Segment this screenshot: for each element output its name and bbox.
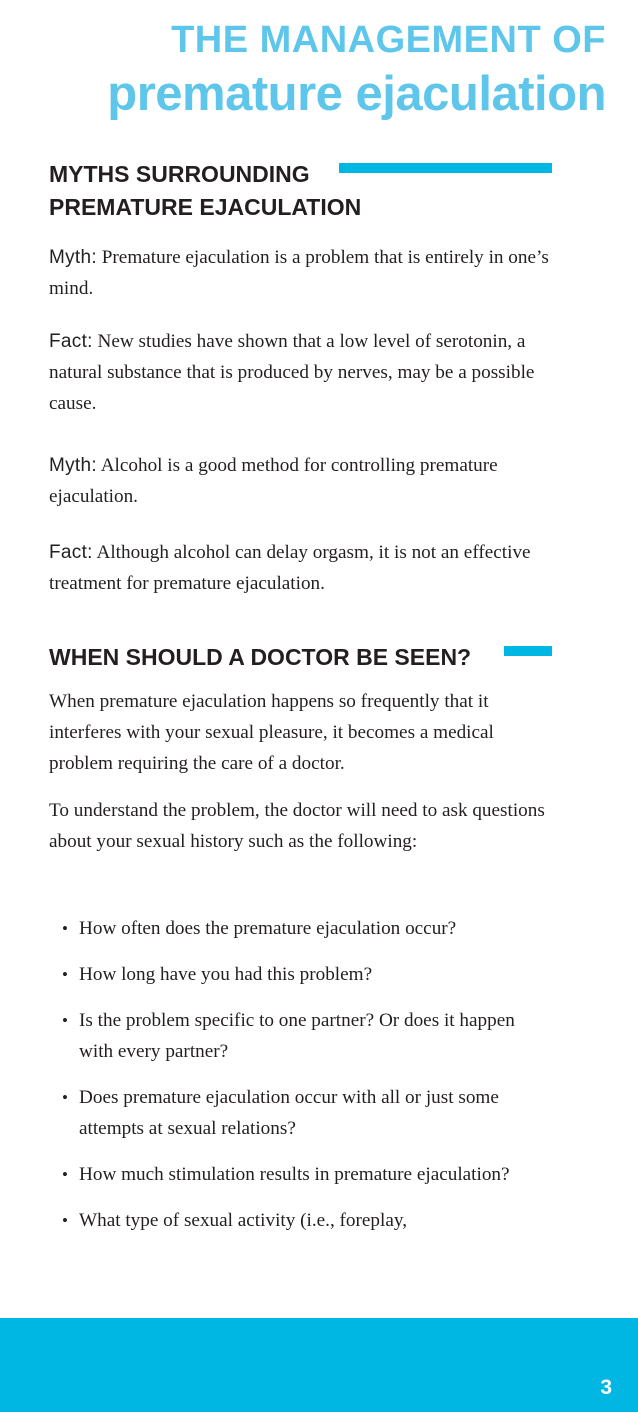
fact-text: New studies have shown that a low level of serotonin, a natural substance that is produced by nerves, may be a possible cause. [49, 331, 535, 414]
myths-heading-line-1: MYTHS SURROUNDING [49, 161, 310, 187]
question-item [62, 913, 552, 944]
fact-label: Fact: [49, 542, 93, 563]
footer-band [0, 1318, 638, 1412]
fact-item-2 [49, 537, 549, 599]
question-text: How much stimulation results in premature ejaculation? [79, 1164, 510, 1185]
doctor-paragraph-1: When premature ejaculation happens so frequently that it interferes with your sexual pleasure, it becomes a medical problem requiring the care of a doctor. [49, 691, 494, 774]
page-number: 3 [600, 1376, 612, 1399]
myth-text: Premature ejaculation is a problem that is entirely in one’s mind. [49, 247, 549, 299]
question-item [62, 1005, 552, 1067]
myth-label: Myth: [49, 455, 97, 476]
bullet-icon: • [62, 1011, 68, 1030]
question-text: How often does the premature ejaculation occur? [79, 918, 457, 939]
question-item [62, 1082, 552, 1144]
question-item [62, 959, 552, 990]
question-item [62, 1205, 552, 1236]
bullet-icon: • [62, 1165, 68, 1184]
question-text: How long have you had this problem? [79, 964, 373, 985]
bullet-icon: • [62, 1211, 68, 1230]
myth-text: Alcohol is a good method for controlling premature ejaculation. [49, 455, 498, 507]
myths-heading-line-2: PREMATURE EJACULATION [49, 194, 362, 220]
question-text: What type of sexual activity (i.e., foreplay, [79, 1210, 408, 1231]
fact-label: Fact: [49, 331, 93, 352]
myth-item-2 [49, 450, 549, 512]
myth-label: Myth: [49, 247, 97, 268]
doctor-heading-bar [504, 646, 552, 656]
question-text: Does premature ejaculation occur with all or just some attempts at sexual relations? [79, 1087, 499, 1139]
title-line-1: THE MANAGEMENT OF [171, 19, 606, 61]
question-item [62, 1159, 552, 1190]
fact-item-1 [49, 326, 549, 419]
myths-heading-bar [339, 163, 552, 173]
bullet-icon: • [62, 965, 68, 984]
question-text: Is the problem specific to one partner? Or does it happen with every partner? [79, 1010, 515, 1062]
question-list [62, 913, 552, 1251]
fact-text: Although alcohol can delay orgasm, it is not an effective treatment for premature ejaculation. [49, 542, 531, 594]
doctor-paragraph-2: To understand the problem, the doctor will need to ask questions about your sexual history such as the following: [49, 800, 545, 852]
myth-item-1 [49, 242, 549, 304]
title-line-2: premature ejaculation [107, 67, 606, 121]
bullet-icon: • [62, 919, 68, 938]
bullet-icon: • [62, 1088, 68, 1107]
doctor-heading: WHEN SHOULD A DOCTOR BE SEEN? [49, 644, 472, 670]
